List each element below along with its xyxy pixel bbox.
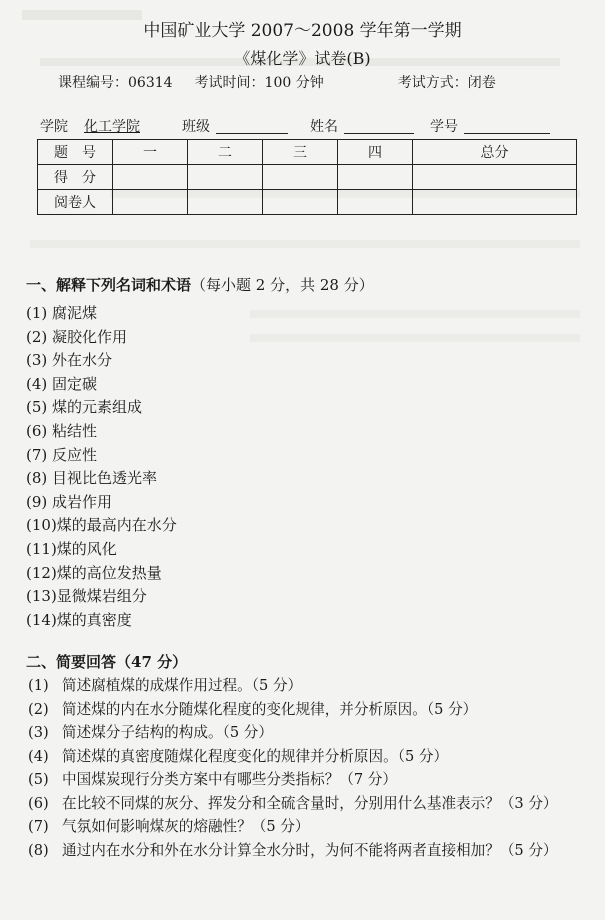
list-item: [28, 721, 588, 745]
grader-cell[interactable]: [413, 190, 577, 215]
list-item: (13)显微煤岩组分: [26, 587, 147, 606]
item-number: (4): [28, 747, 49, 765]
item-number: (7): [28, 818, 49, 835]
item-number: (8): [28, 841, 49, 859]
exam-title: 中国矿业大学 2007～2008 学年第一学期: [143, 21, 462, 41]
exam-mode: 考试方式：闭卷: [397, 75, 496, 91]
score-cell[interactable]: [113, 165, 188, 190]
table-row: [38, 140, 577, 165]
list-item: [28, 674, 588, 698]
class-label: 班级: [182, 119, 210, 135]
grader-cell[interactable]: [188, 190, 263, 215]
row-header: 题 号: [38, 140, 113, 165]
college-label: 学院: [40, 119, 68, 135]
column-header: 总分: [413, 140, 577, 165]
row-header: 得 分: [38, 165, 113, 190]
class-blank[interactable]: [216, 133, 288, 134]
row-header: 阅卷人: [38, 190, 113, 215]
item-number: (1): [28, 677, 49, 694]
list-item: (11)煤的风化: [26, 539, 117, 558]
item-text: 气氛如何影响煤灰的熔融性？（5 分）: [62, 818, 310, 835]
list-item: [28, 815, 588, 839]
item-number: (3): [28, 724, 49, 741]
item-text: 通过内在水分和外在水分计算全水分时，为何不能将两者直接相加？（5 分）: [62, 841, 558, 859]
college-value: 化工学院: [84, 119, 140, 135]
item-number: (2): [28, 700, 49, 718]
item-text: 简述煤的真密度随煤化程度变化的规律并分析原因。（5 分）: [62, 747, 449, 765]
list-item: (1) 腐泥煤: [26, 304, 98, 322]
list-item: (14)煤的真密度: [26, 610, 132, 629]
list-item: [28, 745, 588, 769]
list-item: (3) 外在水分: [26, 351, 113, 370]
list-item: [28, 839, 588, 863]
column-header: 四: [338, 140, 413, 165]
score-cell[interactable]: [263, 165, 338, 190]
exam-subtitle: 《煤化学》试卷(B): [234, 49, 371, 68]
score-cell[interactable]: [413, 165, 577, 190]
table-row: [38, 165, 577, 190]
list-item: [28, 792, 588, 816]
table-row: [38, 190, 577, 215]
list-item: (2) 凝胶化作用: [26, 327, 128, 346]
list-item: (10)煤的最高内在水分: [26, 516, 177, 535]
score-cell[interactable]: [338, 165, 413, 190]
section1-list: [26, 302, 177, 632]
score-cell[interactable]: [188, 165, 263, 190]
section1-points: （每小题 2 分，共 28 分）: [191, 276, 374, 294]
list-item: (8) 目视比色透光率: [26, 469, 158, 488]
column-header: 三: [263, 140, 338, 165]
section2-list: [28, 674, 588, 862]
list-item: (9) 成岩作用: [26, 492, 113, 511]
name-label: 姓名: [310, 119, 338, 135]
list-item: (4) 固定碳: [26, 374, 98, 393]
bleed-through-mark: [250, 334, 580, 342]
bleed-through-mark: [250, 310, 580, 318]
section2-heading: 二、简要回答（47 分）: [26, 653, 188, 671]
section1-title: 一、解释下列名词和术语: [26, 276, 192, 294]
item-text: 中国煤炭现行分类方案中有哪些分类指标？（7 分）: [62, 771, 397, 788]
section1-heading: [26, 274, 374, 295]
column-header: 二: [188, 140, 263, 165]
id-label: 学号: [430, 119, 458, 135]
exam-meta: [58, 72, 578, 92]
item-text: 简述煤的内在水分随煤化程度的变化规律，并分析原因。（5 分）: [62, 700, 478, 718]
list-item: (7) 反应性: [26, 445, 98, 464]
list-item: (6) 粘结性: [26, 421, 98, 440]
name-blank[interactable]: [344, 133, 414, 134]
score-table: [37, 139, 577, 215]
course-code: 课程编号：06314: [58, 75, 173, 91]
list-item: [28, 768, 588, 792]
item-number: (5): [28, 771, 49, 788]
item-text: 简述煤分子结构的构成。（5 分）: [62, 724, 273, 741]
list-item: [28, 698, 588, 722]
item-text: 简述腐植煤的成煤作用过程。（5 分）: [62, 677, 303, 694]
exam-time: 考试时间：100 分钟: [194, 75, 324, 91]
item-number: (6): [28, 794, 49, 812]
grader-cell[interactable]: [113, 190, 188, 215]
column-header: 一: [113, 140, 188, 165]
grader-cell[interactable]: [263, 190, 338, 215]
list-item: (5) 煤的元素组成: [26, 398, 143, 417]
bleed-through-mark: [30, 240, 580, 248]
item-text: 在比较不同煤的灰分、挥发分和全硫含量时，分别用什么基准表示？（3 分）: [62, 794, 558, 812]
list-item: (12)煤的高位发热量: [26, 563, 162, 582]
grader-cell[interactable]: [338, 190, 413, 215]
id-blank[interactable]: [464, 133, 550, 134]
